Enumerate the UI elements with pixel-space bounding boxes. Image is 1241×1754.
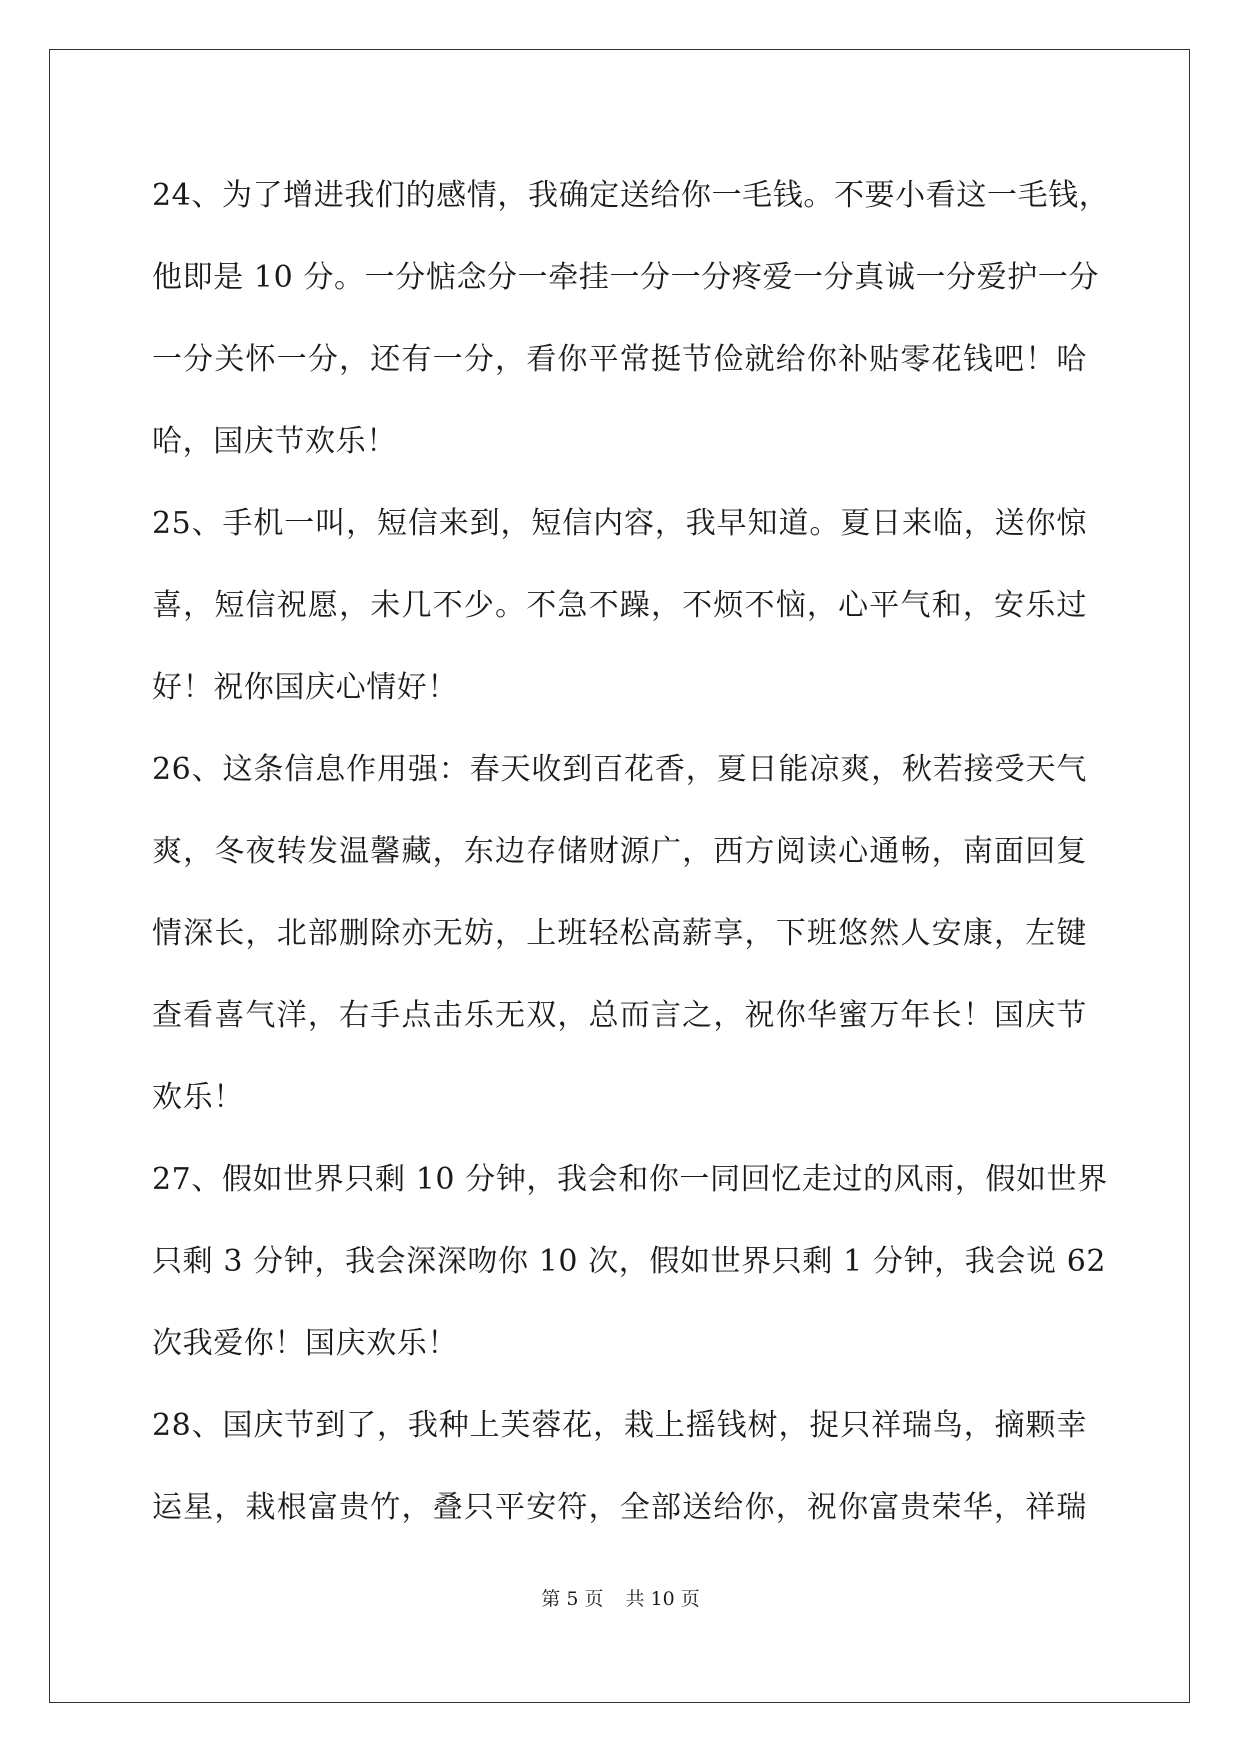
text-line: 28、国庆节到了，我种上芙蓉花，栽上摇钱树，捉只祥瑞鸟，摘颗幸 — [152, 1408, 1087, 1443]
text-line: 24、为了增进我们的感情，我确定送给你一毛钱。不要小看这一毛钱， — [152, 178, 1110, 213]
text-line: 次我爱你！国庆欢乐！ — [152, 1326, 458, 1361]
text-line: 喜，短信祝愿，未几不少。不急不躁，不烦不恼，心平气和，安乐过 — [152, 588, 1087, 623]
text-line: 25、手机一叫，短信来到，短信内容，我早知道。夏日来临，送你惊 — [152, 506, 1087, 541]
text-line: 运星，栽根富贵竹，叠只平安符，全部送给你，祝你富贵荣华，祥瑞 — [152, 1490, 1087, 1525]
page-footer — [0, 1584, 1241, 1614]
text-line: 好！祝你国庆心情好！ — [152, 670, 458, 705]
text-line: 哈，国庆节欢乐！ — [152, 424, 397, 459]
text-line: 27、假如世界只剩 10 分钟，我会和你一同回忆走过的风雨，假如世界 — [152, 1162, 1108, 1197]
text-line: 一分关怀一分，还有一分，看你平常挺节俭就给你补贴零花钱吧！哈 — [152, 342, 1087, 377]
text-line: 他即是 10 分。一分惦念分一牵挂一分一分疼爱一分真诚一分爱护一分 — [152, 260, 1100, 295]
text-line: 查看喜气洋，右手点击乐无双，总而言之，祝你华蜜万年长！国庆节 — [152, 998, 1087, 1033]
text-line: 只剩 3 分钟，我会深深吻你 10 次，假如世界只剩 1 分钟，我会说 62 — [152, 1244, 1107, 1279]
text-line: 欢乐！ — [152, 1080, 244, 1115]
page-total: 共 10 页 — [625, 1588, 700, 1610]
document-body — [152, 155, 1110, 1549]
text-line: 26、这条信息作用强：春天收到百花香，夏日能凉爽，秋若接受天气 — [152, 752, 1087, 787]
text-line: 情深长，北部删除亦无妨，上班轻松高薪享，下班悠然人安康，左键 — [152, 916, 1087, 951]
page-number: 第 5 页 — [541, 1588, 604, 1610]
text-line: 爽，冬夜转发温馨藏，东边存储财源广，西方阅读心通畅，南面回复 — [152, 834, 1087, 869]
